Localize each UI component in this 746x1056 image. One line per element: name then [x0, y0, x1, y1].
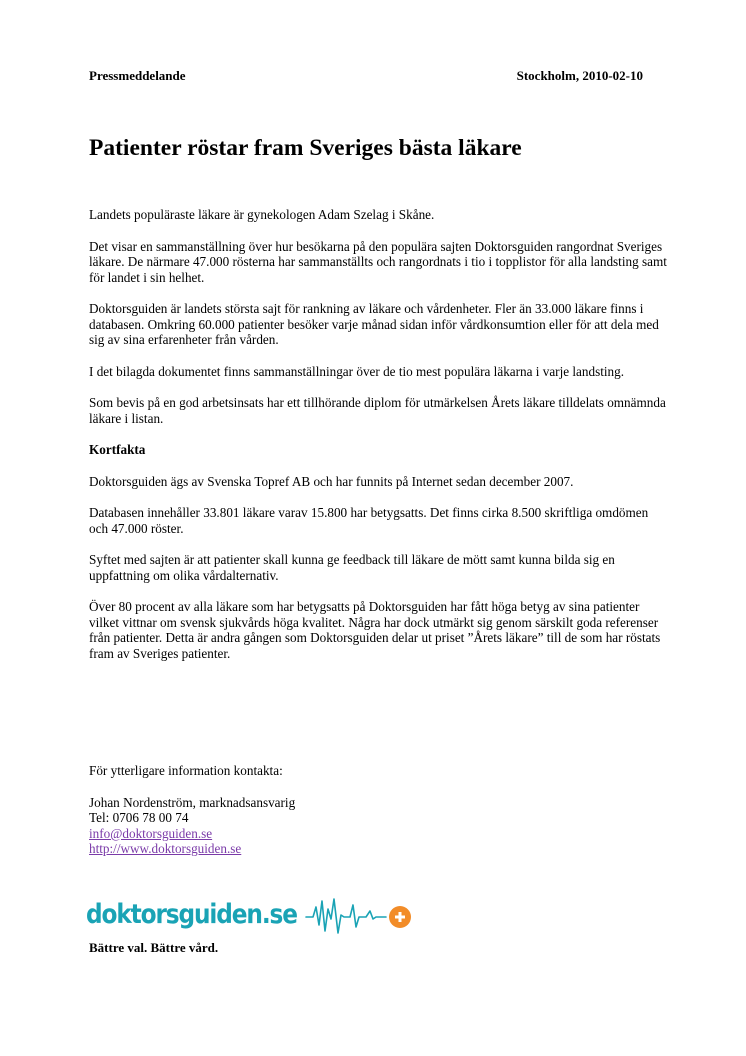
- contact-phone: Tel: 0706 78 00 74: [89, 810, 189, 825]
- heartbeat-icon: [304, 893, 434, 937]
- slogan: Bättre val. Bättre vård.: [89, 940, 219, 955]
- header-row: [89, 68, 643, 84]
- paragraph: Landets populäraste läkare är gynekologen Adam Szelag i Skåne.: [89, 207, 435, 222]
- contact-name: Johan Nordenström, marknadsansvarig: [89, 794, 296, 810]
- document-type-label: Pressmeddelande: [89, 68, 186, 83]
- body-text: [89, 207, 669, 677]
- facts-heading: Kortfakta: [89, 442, 146, 457]
- paragraph: I det bilagda dokumentet finns sammanställningar över de tio mest populära läkarna i varje landsting.: [89, 363, 625, 379]
- doktorsguiden-logo: [86, 893, 434, 937]
- website-link[interactable]: http://www.doktorsguiden.se: [89, 841, 242, 856]
- contact-block: [89, 795, 295, 857]
- logo-text: doktorsguiden.se: [86, 899, 297, 930]
- page-title: Patienter röstar fram Sveriges bästa läkare: [89, 135, 522, 161]
- paragraph: Som bevis på en god arbetsinsats har ett tillhörande diplom för utmärkelsen Årets läkare tilldelats omnämnda läkare i listan.: [89, 395, 666, 426]
- fact-paragraph: Doktorsguiden ägs av Svenska Topref AB och har funnits på Internet sedan december 2007.: [89, 473, 574, 489]
- contact-section: [89, 763, 295, 857]
- email-link[interactable]: info@doktorsguiden.se: [89, 825, 213, 841]
- paragraph: Det visar en sammanställning över hur besökarna på den populära sajten Doktorsguiden rangordnat Sveriges läkare. De närmare 47.000 rösterna har sammanställts och rangordnats i tio i topplistor för alla landsting samt för landet i sin helhet.: [89, 238, 667, 285]
- paragraph: Doktorsguiden är landets största sajt för rankning av läkare och vårdenheter. Fler än 33.000 läkare finns i databasen. Omkring 60.000 patienter besöker varje månad sidan inför vårdkonsumtion eller för att dela med sig av sina erfarenheter från vården.: [89, 301, 659, 347]
- place-date: Stockholm, 2010-02-10: [516, 68, 643, 83]
- fact-paragraph: Över 80 procent av alla läkare som har betygsatts på Doktorsguiden har fått höga betyg av sina patienter vilket vittnar om svensk sjukvårds höga kvalitet. Några har dock utmärkt sig genom särskilt goda referenser från patienter. Detta är andra gången som Doktorsguiden delar ut priset ”Årets läkare” till de som har röstats fram av Sveriges patienter.: [89, 599, 661, 661]
- fact-paragraph: Syftet med sajten är att patienter skall kunna ge feedback till läkare de mött samt kunna bilda sig en uppfattning om olika vårdalternativ.: [89, 552, 615, 583]
- fact-paragraph: Databasen innehåller 33.801 läkare varav 15.800 har betygsatts. Det finns cirka 8.500 skriftliga omdömen och 47.000 röster.: [89, 505, 649, 536]
- contact-intro: För ytterligare information kontakta:: [89, 763, 283, 778]
